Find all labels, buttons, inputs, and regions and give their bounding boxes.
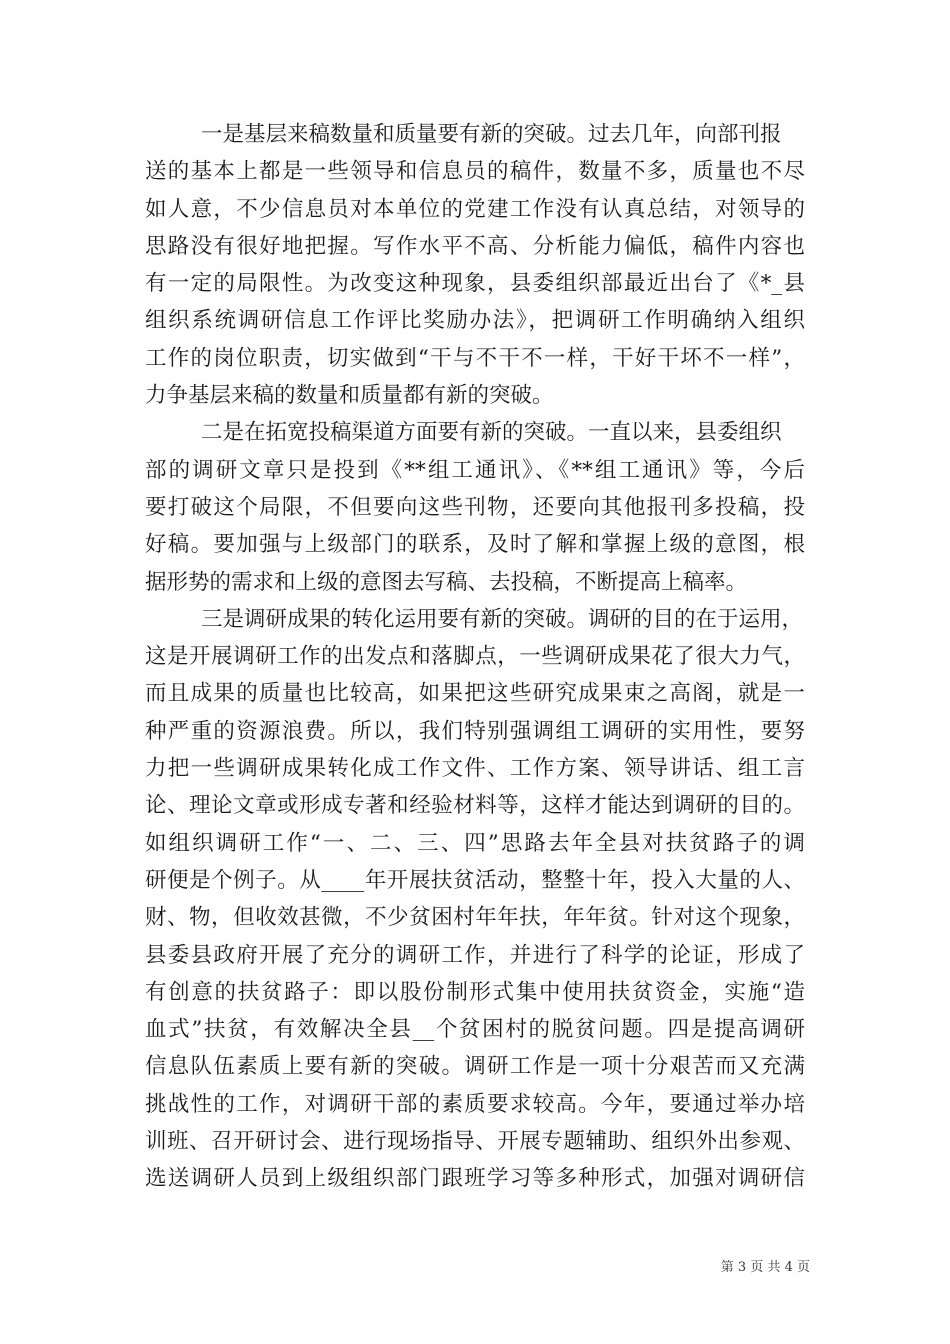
text-line: 如人意，不少信息员对本单位的党建工作没有认真总结，对领导的: [145, 196, 805, 222]
text-line: 二是在拓宽投稿渠道方面要有新的突破。一直以来，县委组织: [201, 420, 782, 446]
text-line: 这是开展调研工作的出发点和落脚点，一些调研成果花了很大力气，: [145, 644, 805, 670]
text-line: 思路没有很好地把握。写作水平不高、分析能力偏低，稿件内容也: [145, 233, 805, 259]
text-line: 财、物，但收效甚微，不少贫困村年年扶，年年贫。针对这个现象，: [145, 905, 805, 931]
text-line: 有创意的扶贫路子：即以股份制形式集中使用扶贫资金，实施“造: [145, 979, 805, 1005]
text-line: 好稿。要加强与上级部门的联系，及时了解和掌握上级的意图，根: [145, 532, 805, 558]
text-line: 部的调研文章只是投到《**组工通讯》、《**组工通讯》等，今后: [145, 457, 805, 483]
text-line: 论、理论文章或形成专著和经验材料等，这样才能达到调研的目的。: [145, 793, 805, 819]
text-line: 有一定的局限性。为改变这种现象，县委组织部最近出台了《*_县: [145, 271, 805, 297]
text-line: 训班、召开研讨会、进行现场指导、开展专题辅助、组织外出参观、: [145, 1129, 805, 1155]
text-line: 如组织调研工作“一、二、三、四”思路去年全县对扶贫路子的调: [145, 830, 805, 856]
text-line: 力争基层来稿的数量和质量都有新的突破。: [145, 383, 554, 409]
text-line: 据形势的需求和上级的意图去写稿、去投稿，不断提高上稿率。: [145, 569, 748, 595]
text-line: 力把一些调研成果转化成工作文件、工作方案、领导讲话、组工言: [145, 756, 805, 782]
text-line: 种严重的资源浪费。所以，我们特别强调组工调研的实用性，要努: [145, 718, 805, 744]
text-line: 组织系统调研信息工作评比奖励办法》，把调研工作明确纳入组织: [145, 308, 805, 334]
body-text: [145, 116, 805, 1198]
text-line: 而且成果的质量也比较高，如果把这些研究成果束之高阁，就是一: [145, 681, 805, 707]
text-line: 选送调研人员到上级组织部门跟班学习等多种形式，加强对调研信: [145, 1166, 805, 1192]
text-line: 一是基层来稿数量和质量要有新的突破。过去几年，向部刊报: [201, 122, 782, 147]
text-line: 挑战性的工作，对调研干部的素质要求较高。今年，要通过举办培: [145, 1091, 805, 1117]
text-line: 要打破这个局限，不但要向这些刊物，还要向其他报刊多投稿，投: [145, 494, 805, 520]
text-line: 三是调研成果的转化运用要有新的突破。调研的目的在于运用，: [201, 606, 804, 632]
text-line: 工作的岗位职责，切实做到“干与不干不一样，干好干坏不一样”，: [145, 345, 805, 371]
text-line: 研便是个例子。从____年开展扶贫活动，整整十年，投入大量的人、: [145, 867, 805, 893]
text-line: 信息队伍素质上要有新的突破。调研工作是一项十分艰苦而又充满: [145, 1054, 805, 1080]
text-line: 血式”扶贫，有效解决全县__个贫困村的脱贫问题。四是提高调研: [145, 1017, 805, 1043]
page-number: 第 3 页 共 4 页: [720, 1260, 810, 1275]
text-line: 送的基本上都是一些领导和信息员的稿件，数量不多，质量也不尽: [145, 159, 805, 185]
text-line: 县委县政府开展了充分的调研工作，并进行了科学的论证，形成了: [145, 942, 805, 968]
